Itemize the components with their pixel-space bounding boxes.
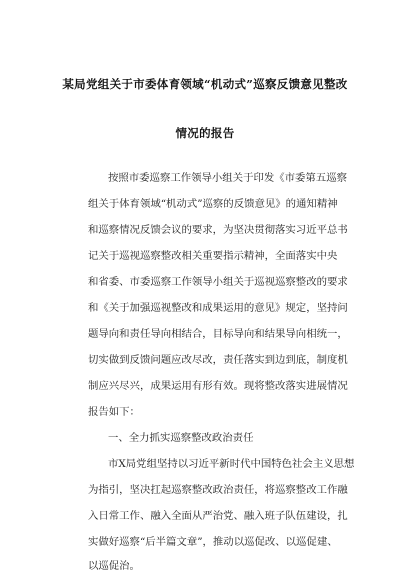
- paragraph-2-line: 为指引，坚决扛起巡察整改政治责任，将巡察整改工作融: [88, 484, 348, 496]
- paragraph-1-line: 记关于巡视巡察整改相关重要指示精神，全面落实中央: [88, 250, 338, 262]
- paragraph-1-line: 和省委、市委巡察工作领导小组关于巡视巡察整改的要求: [88, 276, 348, 288]
- paragraph-2-line: 以巡促治。: [88, 560, 140, 572]
- section-heading: 一、全力抓实巡察整改政治责任: [108, 432, 254, 444]
- paragraph-1-line: 和《关于加强巡视整改和成果运用的意见》规定，坚持问: [88, 302, 348, 314]
- paragraph-1-line: 制应兴尽兴，成果运用有形有效。现将整改落实进展情况: [88, 380, 348, 392]
- paragraph-2-line: 实做好巡察“后半篇文章”，推动以巡促改、以巡促建、: [88, 536, 338, 548]
- paragraph-1-line: 按照市委巡察工作领导小组关于印发《市委第五巡察: [108, 172, 347, 184]
- paragraph-1-line: 报告如下：: [88, 406, 140, 418]
- paragraph-2-line: 入日常工作、融入全面从严治党、融入班子队伍建设，扎: [88, 510, 348, 522]
- paragraph-1-line: 组关于体育领域“机动式”巡察的反馈意见》的通知精神: [88, 198, 338, 210]
- paragraph-1-line: 切实做到反馈问题应改尽改，责任落实到边到底，制度机: [88, 354, 348, 366]
- paragraph-1-line: 题导向和责任导向相结合，目标导向和结果导向相统一，: [88, 328, 348, 340]
- paragraph-1-line: 和巡察情况反馈会议的要求，为坚决贯彻落实习近平总书: [88, 224, 348, 236]
- document-title-line-2: 情况的报告: [175, 126, 235, 140]
- document-title-line-1: 某局党组关于市委体育领域“机动式”巡察反馈意见整改: [62, 77, 348, 91]
- paragraph-2-line: 市X局党组坚持以习近平新时代中国特色社会主义思想: [108, 458, 355, 470]
